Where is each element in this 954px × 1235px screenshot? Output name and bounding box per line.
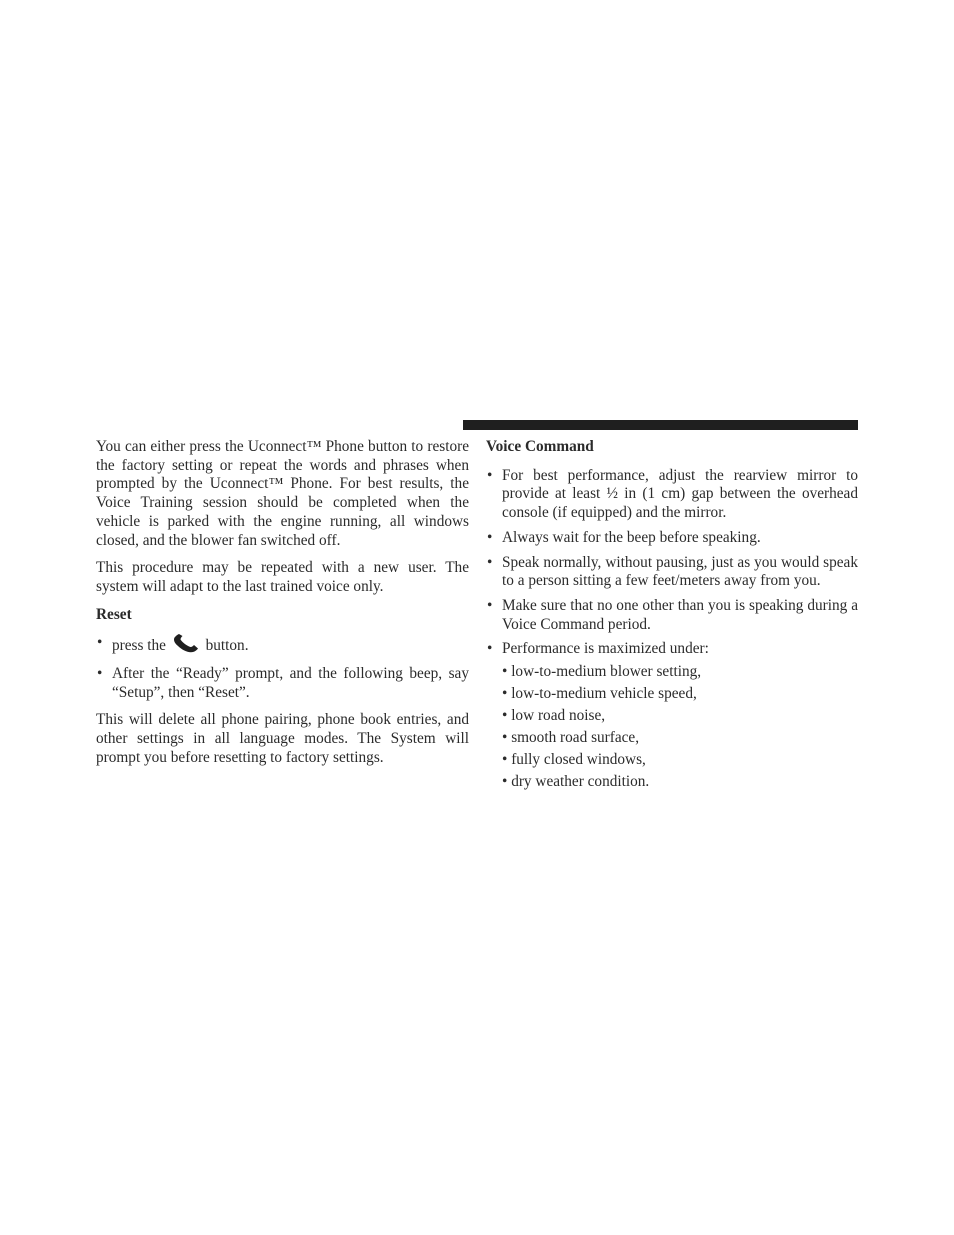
list-item — [486, 554, 858, 591]
list-item — [486, 529, 858, 548]
sub-list-item-text: dry weather condition. — [511, 773, 650, 791]
delete-warning-paragraph: This will delete all phone pairing, phone book entries, and other settings in all language modes. The System will prompt you before resetting to factory settings. — [96, 711, 469, 766]
bullet-icon: • — [487, 596, 493, 614]
sub-list-item: • low road noise, — [502, 707, 606, 725]
repeat-paragraph: This procedure may be repeated with a new user. The system will adapt to the last trained voice only. — [96, 559, 469, 595]
sub-list-item-text: fully closed windows, — [511, 751, 646, 769]
list-item-text: Make sure that no one other than you is speaking during a Voice Command period. — [502, 596, 858, 633]
sub-list-item: • low-to-medium vehicle speed, — [502, 685, 697, 703]
list-item — [96, 665, 469, 702]
sub-list-item-text: smooth road surface, — [511, 729, 640, 747]
reset-step-1-after: button. — [205, 637, 249, 655]
list-item-text: Performance is maximized under: — [502, 640, 709, 658]
bullet-icon: • — [487, 553, 493, 571]
left-column — [96, 438, 469, 777]
reset-step-2: After the “Ready” prompt, and the following beep, say “Setup”, then “Reset”. — [112, 665, 469, 701]
bullet-icon: • — [487, 640, 493, 658]
reset-list — [96, 634, 469, 702]
list-item — [486, 597, 858, 634]
sub-list-item-text: low-to-medium vehicle speed, — [511, 685, 697, 703]
reset-heading: Reset — [96, 605, 132, 623]
sub-list-item-text: low-to-medium blower setting, — [511, 663, 702, 681]
list-item-text: Always wait for the beep before speaking. — [502, 528, 761, 546]
intro-paragraph: You can either press the Uconnect™ Phone button to restore the factory setting or repeat the words and phrases when prompted by the Uconnect™ Phone. For best results, the Voice Training session should be completed when the vehicle is parked with the engine running, all windows closed, and the blower fan switched off. — [96, 438, 469, 549]
right-column — [486, 438, 858, 801]
bullet-icon: • — [487, 528, 493, 546]
section-header-bar — [463, 420, 858, 430]
bullet-icon: • — [487, 466, 493, 484]
sub-list-item: • dry weather condition. — [502, 773, 650, 791]
list-item-text: Speak normally, without pausing, just as you would speak to a person sitting a few feet/meters away from you. — [502, 553, 858, 590]
phone-handset-icon — [172, 634, 200, 654]
voice-command-list — [486, 467, 858, 792]
reset-step-1-before: press the — [112, 637, 166, 655]
bullet-icon: • — [97, 634, 103, 652]
voice-command-heading: Voice Command — [486, 438, 594, 455]
sub-list-item-text: low road noise, — [511, 707, 606, 725]
list-item — [486, 640, 858, 791]
list-item — [96, 634, 469, 656]
bullet-icon: • — [97, 665, 103, 683]
list-item — [486, 467, 858, 523]
list-item-text: For best performance, adjust the rearview mirror to provide at least ½ in (1 cm) gap between the overhead console (if equipped) and the mirror. — [502, 466, 858, 522]
sub-list-item: • fully closed windows, — [502, 751, 646, 769]
performance-conditions-list — [502, 663, 858, 792]
sub-list-item: • low-to-medium blower setting, — [502, 663, 702, 681]
sub-list-item: • smooth road surface, — [502, 729, 640, 747]
